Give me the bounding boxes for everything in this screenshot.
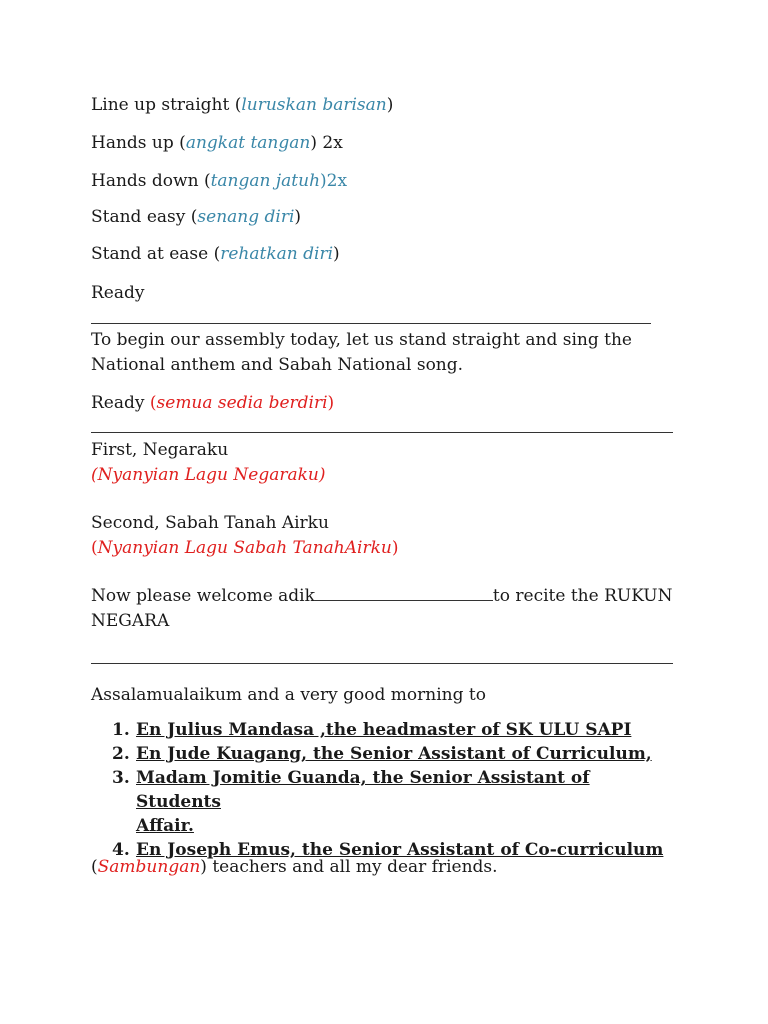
ready-label: Ready — [91, 393, 145, 413]
list-number: 2. — [112, 744, 130, 764]
command-repeat: 2x — [316, 133, 343, 153]
list-text: En Julius Mandasa ,the headmaster of SK ULU SAPI — [136, 720, 632, 740]
command-en: Line up straight — [91, 95, 230, 115]
command-stand-at-ease: Stand at ease (rehatkan diri) — [91, 244, 340, 264]
intro-line-2: National anthem and Sabah National song. — [91, 355, 464, 375]
second-song-note: (Nyanyian Lagu Sabah TanahAirku) — [91, 538, 399, 558]
greeting-list — [112, 718, 672, 862]
list-item — [112, 766, 672, 838]
list-text: Madam Jomitie Guanda, the Senior Assistant of Students — [136, 768, 590, 812]
second-song-label: Second, Sabah Tanah Airku — [91, 513, 329, 533]
closing-line: (Sambungan) teachers and all my dear friends. — [91, 857, 498, 877]
first-song-note: (Nyanyian Lagu Negaraku) — [91, 465, 326, 485]
divider-line — [91, 663, 673, 664]
intro-line-1: To begin our assembly today, let us stand straight and sing the — [91, 330, 632, 350]
first-song-label: First, Negaraku — [91, 440, 229, 460]
command-malay: rehatkan diri — [220, 244, 334, 264]
greeting-text: Assalamualaikum and a very good morning to — [91, 685, 486, 705]
list-number: 1. — [112, 720, 130, 740]
ready-note: semua sedia berdiri — [156, 393, 328, 413]
list-item — [112, 718, 672, 742]
command-en: Stand at ease — [91, 244, 209, 264]
list-item — [112, 742, 672, 766]
ready-stand-line: Ready (semua sedia berdiri) — [91, 393, 335, 413]
closing-text: teachers and all my dear friends. — [206, 857, 498, 877]
command-hands-up: Hands up (angkat tangan) 2x — [91, 133, 343, 153]
closing-note: Sambungan — [97, 857, 201, 877]
ready-label: Ready — [91, 283, 145, 303]
second-song-note-text: Nyanyian Lagu Sabah TanahAirku — [97, 538, 392, 558]
command-en: Hands down — [91, 171, 199, 191]
welcome-line-1 — [91, 584, 673, 608]
command-malay: senang diri — [197, 207, 295, 227]
command-malay: tangan jatuh — [210, 171, 321, 191]
command-stand-easy: Stand easy (senang diri) — [91, 207, 302, 227]
list-text-continued: Affair. — [136, 816, 194, 836]
welcome-line-2: NEGARA — [91, 611, 170, 631]
divider-line — [91, 323, 651, 324]
command-hands-down: Hands down (tangan jatuh)2x — [91, 171, 348, 191]
welcome-text: Now please welcome adik — [91, 586, 315, 606]
list-text: En Joseph Emus, the Senior Assistant of Co-curriculum — [136, 840, 664, 860]
list-number: 3. — [112, 768, 130, 788]
command-line-up: Line up straight (luruskan barisan) — [91, 95, 394, 115]
command-malay: luruskan barisan — [241, 95, 387, 115]
divider-line — [91, 432, 673, 433]
name-blank[interactable] — [315, 586, 493, 601]
list-number: 4. — [112, 840, 130, 860]
command-en: Stand easy — [91, 207, 186, 227]
command-malay: angkat tangan — [185, 133, 311, 153]
welcome-text-end: to recite the RUKUN — [492, 586, 673, 606]
command-en: Hands up — [91, 133, 174, 153]
command-repeat: 2x — [326, 171, 348, 191]
list-text: En Jude Kuagang, the Senior Assistant of Curriculum, — [136, 744, 652, 764]
